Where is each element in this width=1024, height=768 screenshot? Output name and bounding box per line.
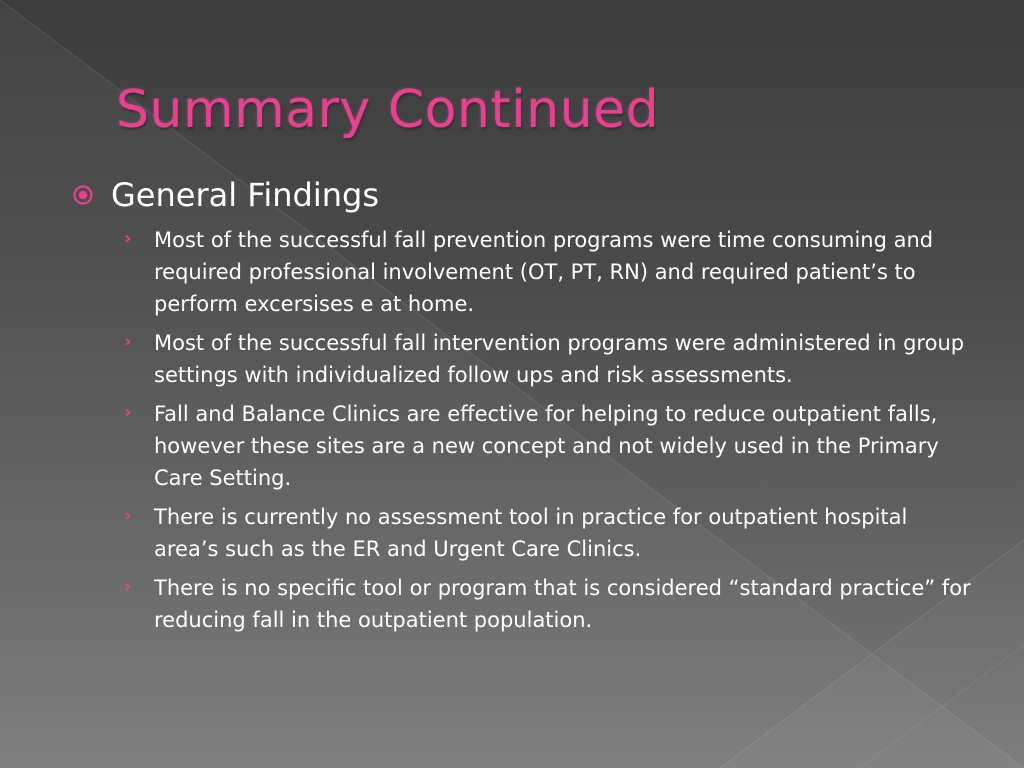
radio-circle-icon <box>72 184 94 206</box>
sub-bullet-item <box>120 327 974 391</box>
sub-bullet-text: Most of the successful fall prevention programs were time consuming and required professional involvement (OT, PT, RN) and required patient’s to perform excersises e at home. <box>154 228 934 316</box>
slide-content <box>72 172 972 643</box>
sub-bullet-list <box>72 224 972 636</box>
bullet-general-findings <box>72 172 972 218</box>
sub-bullet-item <box>120 501 974 565</box>
chevron-right-icon: › <box>124 402 132 423</box>
sub-bullet-item <box>120 224 974 320</box>
chevron-right-icon: › <box>124 331 132 352</box>
sub-bullet-item <box>120 572 974 636</box>
bullet-text: General Findings <box>111 176 379 214</box>
chevron-right-icon: › <box>124 576 132 597</box>
chevron-right-icon: › <box>124 228 132 249</box>
sub-bullet-text: There is no specific tool or program that is considered “standard practice” for reducing fall in the outpatient population. <box>154 576 971 632</box>
chevron-right-icon: › <box>124 505 132 526</box>
sub-bullet-text: Most of the successful fall intervention programs were administered in group settings with individualized follow ups and risk assessments. <box>154 331 965 387</box>
sub-bullet-text: There is currently no assessment tool in practice for outpatient hospital area’s such as the ER and Urgent Care Clinics. <box>154 505 908 561</box>
sub-bullet-text: Fall and Balance Clinics are effective for helping to reduce outpatient falls, however these sites are a new concept and not widely used in the Primary Care Setting. <box>154 402 939 490</box>
sub-bullet-item <box>120 398 974 494</box>
slide-title: Summary Continued <box>116 80 660 140</box>
